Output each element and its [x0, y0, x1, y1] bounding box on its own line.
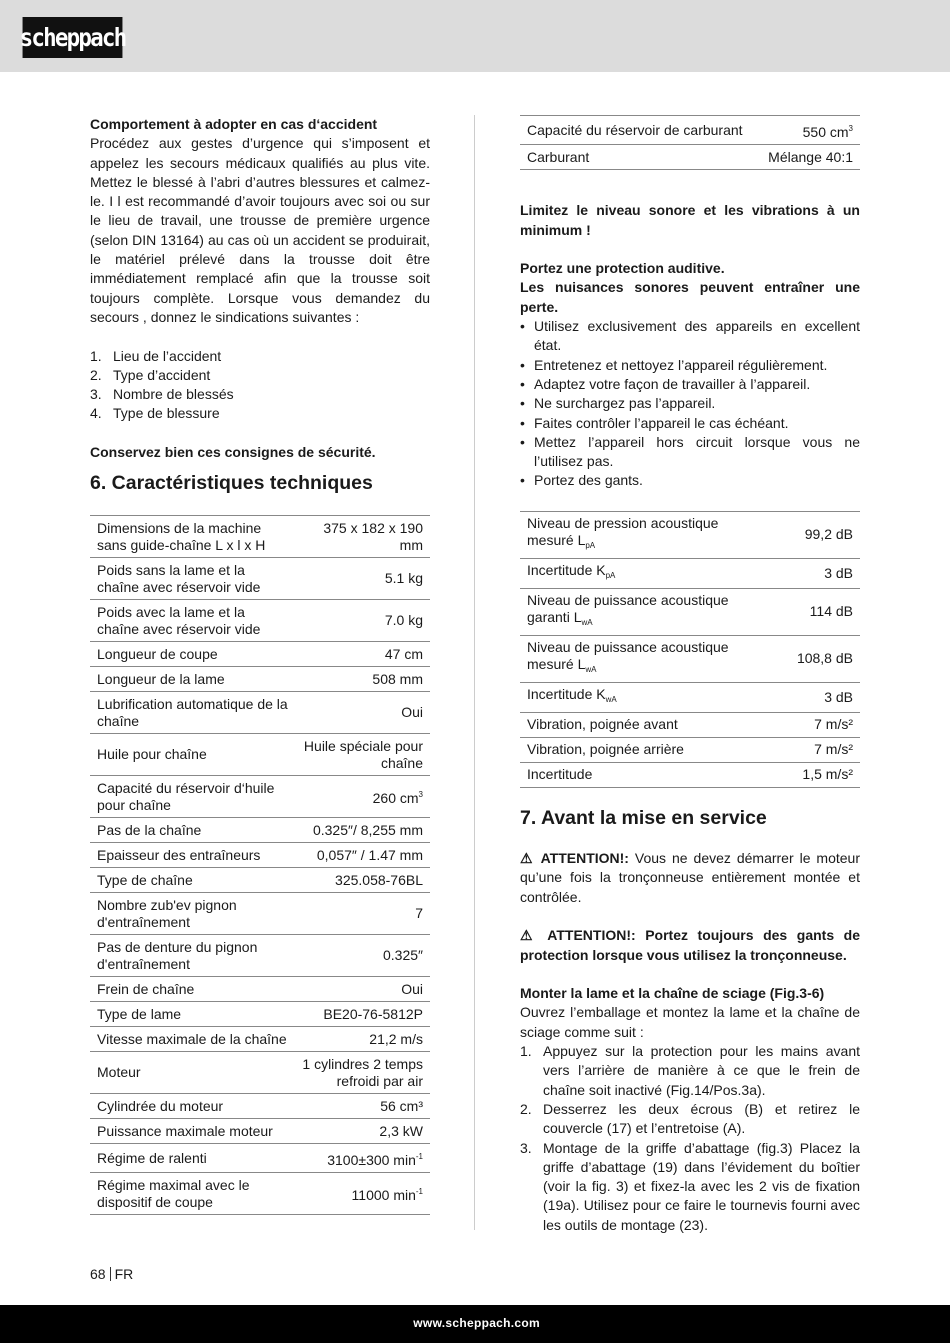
- table-row: [520, 116, 860, 145]
- noise-loss-note: Les nuisances sonores peuvent entraîner une perte.: [520, 279, 860, 315]
- spec-value: 375 x 182 x 190 mm: [295, 516, 430, 558]
- spec-label: Pas de la chaîne: [90, 818, 295, 843]
- spec-label: Poids avec la lame et la chaîne avec réservoir vide: [90, 600, 295, 642]
- spec-label: Niveau de puissance acoustique mesuré $L_{wA}$: [520, 635, 760, 682]
- table-row: [90, 935, 430, 977]
- list-item: 1. Appuyez sur la protection pour les mains avant vers l’arrière de manière à ce que le frein de chaîne soit inactivé (Fig.14/Pos.3a).: [520, 1043, 860, 1098]
- spec-value: 508 mm: [295, 667, 430, 692]
- spec-label: Incertitude: [520, 762, 760, 787]
- page-footer: [90, 1266, 133, 1282]
- table-row: [90, 1094, 430, 1119]
- section-6-title: 6. Caractéristiques techniques: [90, 472, 373, 495]
- spec-value: 7 m/s²: [760, 712, 860, 737]
- spec-value: 325.058-76BL: [295, 868, 430, 893]
- list-item: • Entretenez et nettoyez l’appareil régulièrement.: [520, 356, 828, 373]
- hearing-protection-note: Portez une protection auditive.: [520, 260, 725, 277]
- mount-text: Ouvrez l’emballage et montez la lame et la chaîne de sciage comme suit :: [520, 1004, 860, 1040]
- spec-value: 7: [295, 893, 430, 935]
- spec-label: Incertitude $K_{pA}$: [520, 558, 760, 588]
- table-row: [90, 1002, 430, 1027]
- table-row: [520, 511, 860, 558]
- table-row: [520, 635, 860, 682]
- table-row: [520, 588, 860, 635]
- list-item: • Faites contrôler l’appareil le cas échéant.: [520, 414, 789, 431]
- spec-value: 56 cm³: [295, 1094, 430, 1119]
- spec-label: Puissance maximale moteur: [90, 1119, 295, 1144]
- scheppach-logo: scheppach: [23, 17, 123, 58]
- table-row: [520, 558, 860, 588]
- spec-value: Oui: [295, 977, 430, 1002]
- table-row: [90, 776, 430, 818]
- list-item: 3. Nombre de blessés: [90, 386, 234, 403]
- spec-label: Epaisseur des entraîneurs: [90, 843, 295, 868]
- spec-label: Lubrification automatique de la chaîne: [90, 692, 295, 734]
- spec-value: 7.0 kg: [295, 600, 430, 642]
- table-row: [520, 737, 860, 762]
- table-row: [90, 893, 430, 935]
- list-item: 2. Type d’accident: [90, 366, 211, 383]
- list-item: • Ne surchargez pas l’appareil.: [520, 395, 716, 412]
- spec-label: Régime de ralenti: [90, 1144, 295, 1173]
- spec-value: 1,5 m/s²: [760, 762, 860, 787]
- spec-value: 99,2 dB: [760, 511, 860, 558]
- spec-label: Cylindrée du moteur: [90, 1094, 295, 1119]
- fuel-table: [520, 115, 860, 170]
- spec-value: 0.325″/ 8,255 mm: [295, 818, 430, 843]
- spec-label: Longueur de la lame: [90, 667, 295, 692]
- spec-value: 550 $cm^3$: [760, 116, 860, 145]
- list-item: 3. Montage de la griffe d’abattage (fig.3) Placez la griffe d’abattage (19) dans l’évidement du boîtier (voir la fig. 3) et fixez-la avec les 2 vis de fixation (19a). Utilisez pour ce faire le tournevis fourni avec les outils de montage (23).: [520, 1139, 860, 1233]
- spec-value: Oui: [295, 692, 430, 734]
- spec-value: 0,057″ / 1.47 mm: [295, 843, 430, 868]
- spec-label: Longueur de coupe: [90, 642, 295, 667]
- accident-title: Comportement à adopter en cas d‘accident: [90, 116, 378, 132]
- keep-instructions: Conservez bien ces consignes de sécurité.: [90, 444, 376, 461]
- right-column: [520, 115, 860, 1235]
- page-number: 68: [90, 1266, 106, 1282]
- language: FR: [114, 1266, 134, 1282]
- spec-label: Frein de chaîne: [90, 977, 295, 1002]
- table-row: [90, 558, 430, 600]
- attention-1: [520, 849, 860, 907]
- left-column: [90, 115, 430, 1215]
- table-row: [520, 762, 860, 787]
- spec-label: Type de lame: [90, 1002, 295, 1027]
- spec-label: Capacité du réservoir d‘huile pour chaîne: [90, 776, 295, 818]
- accident-info-list: [90, 347, 430, 424]
- table-row: [90, 600, 430, 642]
- limit-noise-note: Limitez le niveau sonore et les vibrations à un minimum !: [520, 202, 860, 238]
- attention-2: [520, 926, 860, 965]
- table-row: [90, 734, 430, 776]
- table-row: [90, 1027, 430, 1052]
- list-item: • Portez des gants.: [520, 472, 643, 489]
- list-item: • Mettez l’appareil hors circuit lorsque vous ne l’utilisez pas.: [520, 433, 860, 470]
- spec-value: 21,2 m/s: [295, 1027, 430, 1052]
- noise-tips-list: [520, 317, 860, 491]
- list-item: 4. Type de blessure: [90, 405, 220, 422]
- noise-vibration-table: [520, 511, 860, 788]
- spec-value: 7 m/s²: [760, 737, 860, 762]
- table-row: [90, 1119, 430, 1144]
- website-link[interactable]: www.scheppach.com: [413, 1316, 540, 1330]
- list-item: • Utilisez exclusivement des appareils en excellent état.: [520, 318, 860, 354]
- section-7-title: 7. Avant la mise en service: [520, 806, 767, 829]
- attention-1-label: ATTENTION!:: [540, 850, 629, 867]
- warning-icon: ⚠: [520, 927, 539, 944]
- spec-label: Huile pour chaîne: [90, 734, 295, 776]
- spec-value: 1 cylindres 2 temps refroidi par air: [295, 1052, 430, 1094]
- spec-value: 3100±300 $\min^{-1}$: [295, 1144, 430, 1173]
- mount-title: Monter la lame et la chaîne de sciage (Fig.3-6): [520, 985, 825, 1002]
- spec-value: Huile spéciale pour chaîne: [295, 734, 430, 776]
- spec-value: 114 dB: [760, 588, 860, 635]
- spec-label: Niveau de pression acoustique mesuré $L_{pA}$: [520, 511, 760, 558]
- table-row: [520, 145, 860, 170]
- list-item: • Adaptez votre façon de travailler à l’appareil.: [520, 375, 811, 392]
- attention-2-text: ATTENTION!: Portez toujours des gants de protection lorsque vous utilisez la tronçonneuse.: [520, 927, 860, 963]
- attention-1-text: Vous ne devez démarrer le moteur qu’une fois la tronçonneuse entièrement montée et contrôlée.: [520, 850, 860, 905]
- spec-value: 11000 $\min^{-1}$: [295, 1173, 430, 1215]
- spec-value: 0.325″: [295, 935, 430, 977]
- spec-value: Mélange 40:1: [760, 145, 860, 170]
- table-row: [90, 1173, 430, 1215]
- accident-text: Procédez aux gestes d’urgence qui s’imposent et appelez les secours médicaux qualifiés au plus vite. Mettez le blessé à l’abri d’autres blessures et calmez-le. I l est recommandé d’avoir toujours avec soi ou sur le lieu de travail, une trousse de première urgence (selon DIN 13164) au cas où un accident se produirait, le matériel prélevé dans la trousse doit être immédiatement remplacé afin que la trousse soit toujours complète. Lorsque vous demandez du secours , donnez le sindications suivantes :: [90, 135, 430, 325]
- spec-value: 108,8 dB: [760, 635, 860, 682]
- table-row: [520, 682, 860, 712]
- spec-value: BE20-76-5812P: [295, 1002, 430, 1027]
- table-row: [90, 868, 430, 893]
- tech-specs-table: [90, 515, 430, 1215]
- spec-label: Moteur: [90, 1052, 295, 1094]
- table-row: [90, 1144, 430, 1173]
- table-row: [90, 516, 430, 558]
- table-row: [90, 818, 430, 843]
- list-item: 1. Lieu de l’accident: [90, 347, 222, 364]
- list-item: 2. Desserrez les deux écrous (B) et retirez le couvercle (17) et l’entretoise (A).: [520, 1100, 860, 1137]
- spec-value: 260 $cm^3$: [295, 776, 430, 818]
- spec-value: 3 dB: [760, 682, 860, 712]
- column-divider: [474, 115, 475, 1230]
- spec-label: Régime maximal avec le dispositif de coupe: [90, 1173, 295, 1215]
- spec-label: Vibration, poignée arrière: [520, 737, 760, 762]
- spec-label: Incertitude $K_{wA}$: [520, 682, 760, 712]
- spec-label: Niveau de puissance acoustique garanti $L_{wA}$: [520, 588, 760, 635]
- spec-label: Carburant: [520, 145, 760, 170]
- spec-value: 5.1 kg: [295, 558, 430, 600]
- spec-label: Type de chaîne: [90, 868, 295, 893]
- spec-value: 3 dB: [760, 558, 860, 588]
- spec-label: Pas de denture du pignon d'entraînement: [90, 935, 295, 977]
- mount-steps: [520, 1042, 860, 1235]
- spec-label: Nombre zub'ev pignon d'entraînement: [90, 893, 295, 935]
- table-row: [90, 667, 430, 692]
- spec-label: Poids sans la lame et la chaîne avec réservoir vide: [90, 558, 295, 600]
- table-row: [520, 712, 860, 737]
- footer-bar: [0, 1305, 950, 1343]
- table-row: [90, 692, 430, 734]
- table-row: [90, 1052, 430, 1094]
- table-row: [90, 642, 430, 667]
- spec-value: 2,3 kW: [295, 1119, 430, 1144]
- spec-label: Dimensions de la machine sans guide-chaîne L x l x H: [90, 516, 295, 558]
- spec-value: 47 cm: [295, 642, 430, 667]
- header-band: [0, 0, 950, 72]
- table-row: [90, 977, 430, 1002]
- spec-label: Vitesse maximale de la chaîne: [90, 1027, 295, 1052]
- spec-label: Capacité du réservoir de carburant: [520, 116, 760, 145]
- spec-label: Vibration, poignée avant: [520, 712, 760, 737]
- table-row: [90, 843, 430, 868]
- warning-icon: ⚠: [520, 850, 535, 867]
